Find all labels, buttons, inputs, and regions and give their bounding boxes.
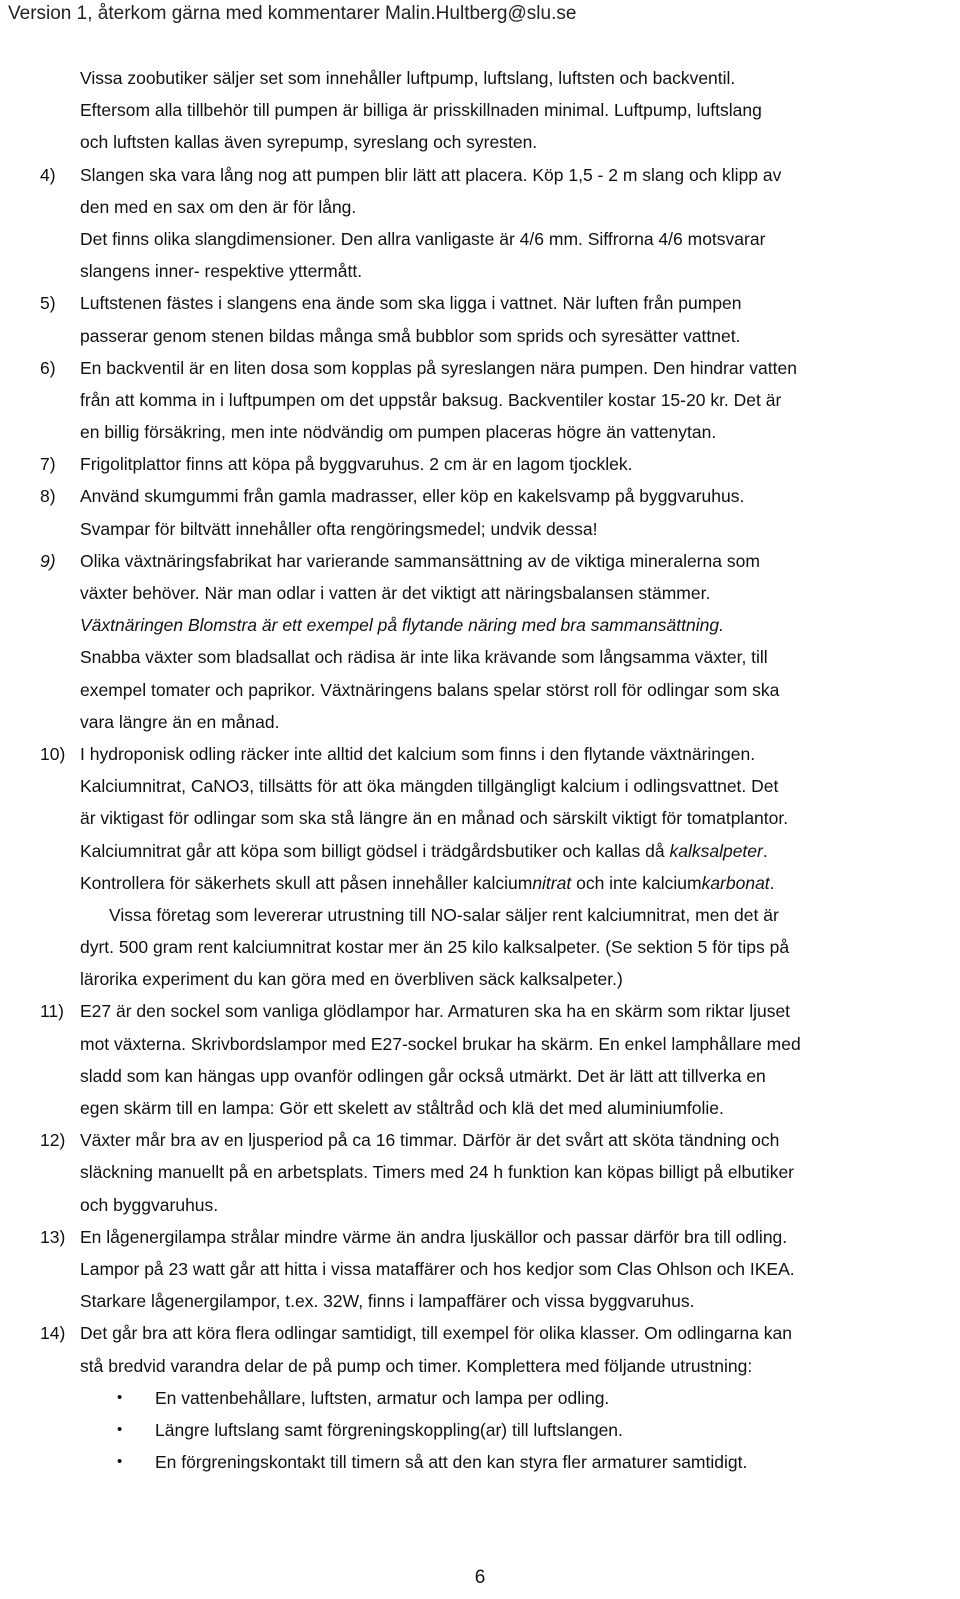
text-line: [0, 931, 960, 963]
text-line: [0, 513, 960, 545]
text-segment: en billig försäkring, men inte nödvändig om pumpen placeras högre än vattenytan.: [80, 422, 717, 443]
bullet-item: [0, 1446, 960, 1478]
text-line: [0, 770, 960, 802]
list-item-start: [0, 995, 960, 1027]
text-segment: Olika växtnäringsfabrikat har varierande sammansättning av de viktiga mineralerna som: [80, 550, 760, 571]
text-segment: Det finns olika slangdimensioner. Den allra vanligaste är 4/6 mm. Siffrorna 4/6 motsvarar: [80, 228, 766, 249]
text-segment: är viktigast för odlingar som ska stå längre än en månad och särskilt viktigt för tomatplantor.: [80, 808, 789, 829]
text-segment: stå bredvid varandra delar de på pump och timer. Komplettera med följande utrustning:: [80, 1355, 753, 1376]
line-text: [80, 802, 788, 834]
text-segment: .: [762, 840, 768, 861]
text-segment: Kalciumnitrat, CaNO3, tillsätts för att öka mängden tillgängligt kalcium i odlingsvattnet. Det: [80, 776, 779, 797]
line-text: [80, 287, 742, 319]
text-line: [0, 94, 960, 126]
text-line: [0, 835, 960, 867]
line-text: [80, 641, 768, 673]
line-text: [109, 899, 779, 931]
line-text: [80, 1156, 794, 1188]
bullet-icon: •: [117, 1420, 123, 1438]
list-item-start: [0, 480, 960, 512]
list-item-start: [0, 448, 960, 480]
list-item-start: [0, 738, 960, 770]
list-number: 4): [40, 164, 56, 185]
text-segment: vara längre än en månad.: [80, 711, 280, 732]
text-line: [0, 674, 960, 706]
line-text: [80, 320, 740, 352]
line-text: [80, 995, 790, 1027]
list-item-start: [0, 287, 960, 319]
list-item-start: [0, 1317, 960, 1349]
text-segment: .: [769, 872, 775, 893]
text-line: [0, 641, 960, 673]
list-number: 5): [40, 293, 56, 314]
text-segment: En backventil är en liten dosa som kopplas på syreslangen nära pumpen. Den hindrar vatten: [80, 357, 797, 378]
list-number: 13): [40, 1226, 66, 1247]
text-line: [0, 223, 960, 255]
text-line: [0, 62, 960, 94]
line-text: [80, 1060, 766, 1092]
line-text: [80, 480, 744, 512]
line-text: [80, 1253, 795, 1285]
text-line: [0, 1285, 960, 1317]
bullet-item: [0, 1382, 960, 1414]
list-item-start: [0, 352, 960, 384]
text-line: [0, 255, 960, 287]
line-text: [80, 1189, 218, 1221]
text-segment: Det går bra att köra flera odlingar samtidigt, till exempel för olika klasser. Om odlingarna kan: [80, 1323, 792, 1344]
text-line: [0, 416, 960, 448]
bullet-item: [0, 1414, 960, 1446]
text-segment: dyrt. 500 gram rent kalciumnitrat kostar mer än 25 kilo kalksalpeter. (Se sektion 5 för tips på: [80, 937, 790, 958]
text-segment: från att komma in i luftpumpen om det uppstår baksug. Backventiler kostar 15-20 kr. Det är: [80, 389, 782, 410]
text-segment: Frigolitplattor finns att köpa på byggvaruhus. 2 cm är en lagom tjocklek.: [80, 454, 633, 475]
text-segment: En vattenbehållare, luftsten, armatur och lampa per odling.: [155, 1387, 610, 1408]
text-line: [0, 802, 960, 834]
line-text: [80, 1285, 694, 1317]
line-text: [80, 448, 633, 480]
page-header: Version 1, återkom gärna med kommentarer Malin.Hultberg@slu.se: [8, 3, 577, 24]
line-text: [80, 94, 762, 126]
bullet-icon: •: [117, 1453, 123, 1471]
text-segment: Kontrollera för säkerhets skull att påsen innehåller kalcium: [80, 872, 533, 893]
text-segment: Luftstenen fästes i slangens ena ände som ska ligga i vattnet. När luften från pumpen: [80, 293, 742, 314]
line-text: [80, 738, 755, 770]
line-text: [80, 1350, 752, 1382]
line-text: [80, 706, 279, 738]
text-segment: I hydroponisk odling räcker inte alltid det kalcium som finns i den flytande växtnäringen.: [80, 743, 756, 764]
text-segment: En lågenergilampa strålar mindre värme än andra ljuskällor och passar därför bra till odling.: [80, 1226, 788, 1247]
list-number: 7): [40, 454, 56, 475]
line-text: [80, 352, 797, 384]
line-text: [80, 159, 781, 191]
text-line: [0, 609, 960, 641]
list-item-start: [0, 1124, 960, 1156]
line-text: [80, 931, 789, 963]
text-segment: Längre luftslang samt förgreningskoppling(ar) till luftslangen.: [155, 1419, 623, 1440]
text-segment: E27 är den sockel som vanliga glödlampor har. Armaturen ska ha en skärm som riktar ljuset: [80, 1001, 791, 1022]
line-text: [80, 1092, 724, 1124]
text-line: [0, 126, 960, 158]
text-segment: egen skärm till en lampa: Gör ett skelett av ståltråd och klä det med aluminiumfolie.: [80, 1098, 724, 1118]
list-number: 11): [40, 1001, 64, 1022]
line-text: [155, 1414, 623, 1446]
bullet-icon: •: [117, 1388, 123, 1406]
text-line: [0, 899, 960, 931]
document-body: [0, 62, 960, 1478]
text-segment: och luftsten kallas även syrepump, syreslang och syresten.: [80, 132, 538, 153]
text-line: [0, 577, 960, 609]
line-text: [80, 1124, 779, 1156]
line-text: [155, 1446, 747, 1478]
text-line: [0, 867, 960, 899]
text-line: [0, 963, 960, 995]
line-text: [80, 384, 781, 416]
text-segment: växter behöver. När man odlar i vatten är det viktigt att näringsbalansen stämmer.: [80, 583, 711, 603]
text-line: [0, 1156, 960, 1188]
line-text: [80, 770, 778, 802]
text-line: [0, 1189, 960, 1221]
text-line: [0, 706, 960, 738]
text-line: [0, 191, 960, 223]
list-number: 14): [40, 1323, 66, 1344]
text-segment: och byggvaruhus.: [80, 1194, 219, 1215]
line-text: [80, 223, 765, 255]
list-number: 6): [40, 357, 56, 378]
text-segment: och inte kalcium: [571, 872, 702, 893]
line-text: [80, 674, 779, 706]
line-text: [155, 1382, 609, 1414]
text-segment: mot växterna. Skrivbordslampor med E27-sockel brukar ha skärm. En enkel lamphållare med: [80, 1033, 801, 1054]
text-segment: lärorika experiment du kan göra med en överbliven säck kalksalpeter.): [80, 969, 623, 990]
line-text: [80, 1028, 801, 1060]
text-segment: passerar genom stenen bildas många små bubblor som sprids och syresätter vattnet.: [80, 325, 741, 346]
line-text: [80, 513, 598, 545]
text-segment: Växter mår bra av en ljusperiod på ca 16 timmar. Därför är det svårt att sköta tändning och: [80, 1130, 780, 1151]
line-text: [80, 1317, 792, 1349]
list-item-start: [0, 1221, 960, 1253]
line-text: [80, 191, 356, 223]
list-item-start: [0, 545, 960, 577]
list-number: 10): [40, 743, 66, 764]
line-text: [80, 867, 775, 899]
line-text: [80, 1221, 787, 1253]
line-text: [80, 835, 768, 867]
text-line: [0, 1092, 960, 1124]
line-text: [80, 62, 735, 94]
text-segment: Starkare lågenergilampor, t.ex. 32W, finns i lampaffärer och vissa byggvaruhus.: [80, 1291, 695, 1312]
text-segment: slangens inner- respektive yttermått.: [80, 261, 363, 282]
text-segment: exempel tomater och paprikor. Växtnäringens balans spelar störst roll för odlingar som ska: [80, 679, 780, 700]
list-number: 9): [40, 550, 56, 571]
text-segment: släckning manuellt på en arbetsplats. Timers med 24 h funktion kan köpas billigt på elbutiker: [80, 1162, 795, 1183]
text-segment: Svampar för biltvätt innehåller ofta rengöringsmedel; undvik dessa!: [80, 518, 598, 539]
text-line: [0, 1060, 960, 1092]
text-segment: En förgreningskontakt till timern så att den kan styra fler armaturer samtidigt.: [155, 1452, 748, 1473]
text-segment: Kalciumnitrat går att köpa som billigt gödsel i trädgårdsbutiker och kallas då: [80, 840, 670, 861]
italic-text: karbonat: [701, 872, 770, 893]
line-text: [80, 577, 710, 609]
text-line: [0, 1253, 960, 1285]
list-number: 8): [40, 486, 56, 507]
line-text: [80, 545, 760, 577]
text-segment: Vissa företag som levererar utrustning till NO-salar säljer rent kalciumnitrat, men det är: [109, 904, 779, 925]
line-text: [80, 126, 537, 158]
list-item-start: [0, 159, 960, 191]
text-line: [0, 1350, 960, 1382]
line-text: [80, 609, 724, 641]
text-segment: Växtnäringen Blomstra är ett exempel på flytande näring med bra sammansättning.: [80, 615, 724, 636]
line-text: [80, 416, 716, 448]
italic-text: nitrat: [532, 872, 572, 893]
text-segment: den med en sax om den är för lång.: [80, 196, 357, 217]
text-segment: Snabba växter som bladsallat och rädisa är inte lika krävande som långsamma växter, till: [80, 647, 768, 668]
text-segment: Vissa zoobutiker säljer set som innehåller luftpump, luftslang, luftsten och backventil.: [80, 68, 736, 88]
text-segment: sladd som kan hängas upp ovanför odlingen går också utmärkt. Det är lätt att tillverka en: [80, 1065, 766, 1086]
text-segment: Använd skumgummi från gamla madrasser, eller köp en kakelsvamp på byggvaruhus.: [80, 486, 745, 507]
italic-text: kalksalpeter: [669, 840, 763, 861]
text-segment: Eftersom alla tillbehör till pumpen är billiga är prisskillnaden minimal. Luftpump, luftslang: [80, 100, 762, 121]
text-segment: Lampor på 23 watt går att hitta i vissa mataffärer och hos kedjor som Clas Ohlson och IKEA.: [80, 1258, 795, 1279]
text-line: [0, 320, 960, 352]
list-number: 12): [40, 1130, 66, 1151]
text-line: [0, 384, 960, 416]
page-number: 6: [474, 1567, 486, 1588]
text-segment: Slangen ska vara lång nog att pumpen blir lätt att placera. Köp 1,5 - 2 m slang och klipp av: [80, 164, 782, 185]
line-text: [80, 255, 362, 287]
text-line: [0, 1028, 960, 1060]
line-text: [80, 963, 623, 995]
